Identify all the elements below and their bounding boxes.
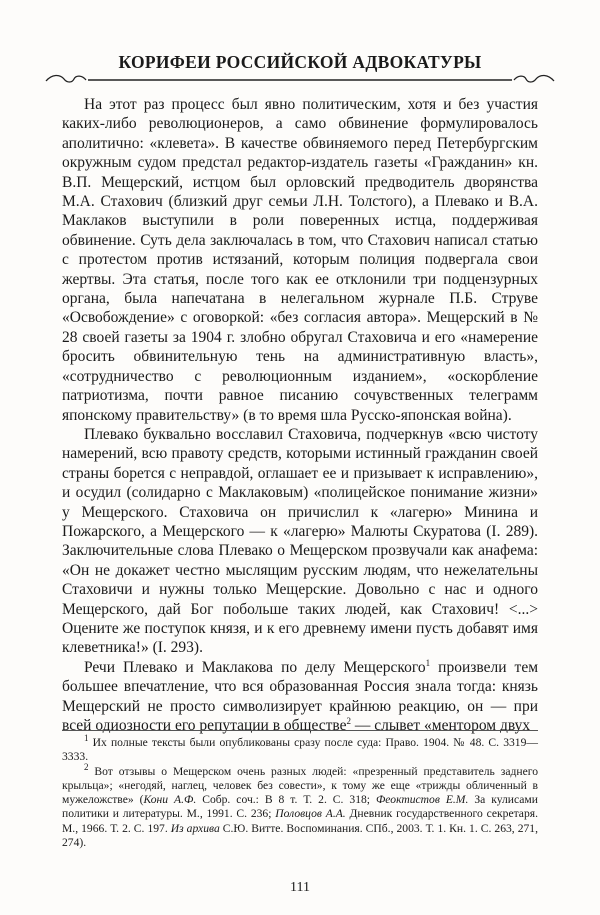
footnote-ref: 1 bbox=[425, 657, 431, 668]
header-ornament bbox=[44, 72, 556, 86]
paragraph: Плевако буквально восславил Стаховича, подчеркнув «всю чистоту намерений, всю правоту средств, которыми истинный гражданин своей страны борется с неправдой, оглашает ее и призывает к исправлению», и осудил (солидарно с Маклаковым) «полицейское понимание жизни» у Мещерского. Стаховича он причислил к «лагерю» Минина и Пожарского, а Мещерского — к «лагерю» Малюты Скуратова (I. 289). Заключительные слова Плевако о Мещерском прозвучали как анафема: «Он не докажет честно мыслящим русским людям, что нежелательны Стаховичи и нужны только Мещерские. Довольно с нас и одного Мещерского, дай Бог побольше таких людей, как Стахович! <...> Оцените же поступок князя, и к его древнему имени пусть добавят имя клеветника!» (I. 293). bbox=[62, 425, 538, 657]
paragraph: На этот раз процесс был явно политическим, хотя и без участия каких-либо революционеров, а само обвинение формулировалось аполитично: «клевета». В качестве обвиняемого перед Петербургским окружным судом предстал редактор-издатель газеты «Гражданин» кн. В.П. Мещерский, истцом был орловский предводитель дворянства М.А. Стахович (близкий друг семьи Л.Н. Толстого), а Плевако и В.А. Маклаков выступили в роли поверенных истца, поддерживая обвинение. Суть дела заключалась в том, что Стахович написал статью с протестом против истязаний, которым полиция подвергала свои жертвы. Эта статья, после того как ее отклонили три подцензурных органа, была напечатана в нелегальном журнале П.Б. Струве «Освобождение» с оговоркой: «без согласия автора». Мещерский в № 28 своей газеты за 1904 г. злобно обругал Стаховича и его «намерение бросить обвинительную тень на административную власть», «сотрудничество с революционным изданием», «оскорбление патриотизма, почти равное писанию сочувственных телеграмм японскому правительству» (в то время шла Русско-японская война). bbox=[62, 96, 538, 424]
footnote: $^1$ Их полные тексты были опубликованы сразу после суда: Право. 1904. № 48. С. 3319—3333. bbox=[62, 733, 538, 764]
footnote-separator bbox=[62, 730, 538, 731]
main-text bbox=[62, 95, 538, 735]
footnote: $^2$ Вот отзывы о Мещерском очень разных людей: «презренный представитель заднего крыльца»; «негодяй, наглец, человек без совести», к тому же еще «трижды обличенный в мужеложстве» (Кони А.Ф. Собр. соч.: В 8 т. Т. 2. С. 318; Феоктистов Е.М. За кулисами политики и литературы. М., 1991. С. 236; Половцов А.А. Дневник государственного секретаря. М., 1966. Т. 2. С. 197. Из архива С.Ю. Витте. Воспоминания. СПб., 2003. Т. 1. Кн. 1. С. 263, 271, 274). bbox=[62, 761, 538, 850]
running-header: КОРИФЕИ РОССИЙСКОЙ АДВОКАТУРЫ bbox=[118, 52, 482, 72]
paragraph: Речи Плевако и Маклакова по делу Мещерского$^1$ произвели тем большее впечатление, что вся образованная Россия знала тогда: князь Мещерский не просто символизирует крайнюю реакцию, он — при всей одиозности его репутации в обществе$^2$ — слывет «ментором двух bbox=[62, 657, 539, 734]
footnotes bbox=[62, 733, 538, 850]
footnote-ref: 2 bbox=[346, 715, 352, 726]
page-number: 111 bbox=[290, 880, 310, 895]
